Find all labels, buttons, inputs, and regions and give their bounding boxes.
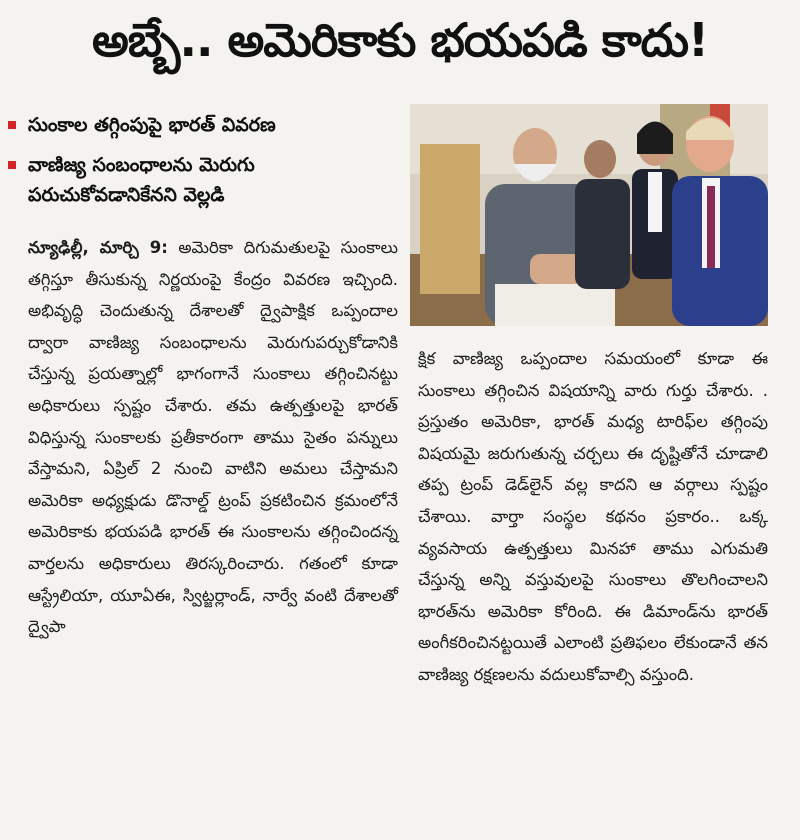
subhead-1	[28, 110, 398, 140]
dateline: న్యూఢిల్లీ, మార్చి 9:	[28, 238, 168, 257]
article-text-left: అమెరికా దిగుమతులపై సుంకాలు తగ్గిస్తూ తీసుకున్న నిర్ణయంపై కేంద్రం వివరణ ఇచ్చింది. అభివృద్ధి చెందుతున్న దేశాలతో ద్వైపాక్షిక ఒప్పందాల ద్వారా వాణిజ్య సంబంధాలను మెరుగుపర్చుకోడానికి చేస్తున్న ప్రయత్నాల్లో భాగంగానే సుంకాలు తగ్గించినట్టు అధికారులు స్పష్టం చేశారు. తమ ఉత్పత్తులపై భారత్ విధిస్తున్న సుంకాలకు ప్రతీకారంగా తాము సైతం పన్నులు వేస్తామని, ఏప్రిల్ 2 నుంచి వాటిని అమలు చేస్తామని అమెరికా అధ్యక్షుడు డొనాల్డ్ ట్రంప్ ప్రకటించిన క్రమంలోనే అమెరికాకు భయపడి భారత్ ఈ సుంకాలను తగ్గించిందన్న వార్తలను అధికారులు తిరస్కరించారు. గతంలో కూడా ఆస్ట్రేలియా, యూఏఈ, స్విట్జర్లాండ్, నార్వే వంటి దేశాలతో ద్వైపా	[28, 238, 398, 637]
article-text-right: క్షిక వాణిజ్య ఒప్పందాల సమయంలో కూడా ఈ సుంకాలు తగ్గించిన విషయాన్ని వారు గుర్తు చేశారు. . ప్రస్తుతం అమెరికా, భారత్ మధ్య టారిఫ్‌ల తగ్గింపు విషయమై జరుగుతున్న చర్చలు ఈ దృష్టితోనే చూడాలి తప్ప ట్రంప్ డెడ్‌లైన్ వల్ల కాదని ఆ వర్గాలు స్పష్టం చేశాయి. వార్తా సంస్థల కథనం ప్రకారం.. ఒక్క వ్యవసాయ ఉత్పత్తులు మినహా తాము ఎగుమతి చేస్తున్న అన్ని వస్తువులపై సుంకాలు తొలగించాలని భారత్‌ను అమెరికా కోరింది. ఈ డిమాండ్‌ను భారత్ అంగీకరించినట్టయితే ఎలాంటి ప్రతిఫలం లేకుండానే తన వాణిజ్య రక్షణలను వదులుకోవాల్సి వస్తుంది.	[418, 349, 768, 684]
subhead-2	[28, 150, 398, 210]
article-body-left	[28, 232, 398, 643]
news-photo	[410, 104, 768, 326]
subhead-2-text: వాణిజ్య సంబంధాలను మెరుగు పరుచుకోవడానికేనని వెల్లడి	[28, 154, 255, 206]
bullet-icon	[8, 161, 16, 169]
bullet-icon	[8, 121, 16, 129]
subhead-1-text: సుంకాల తగ్గింపుపై భారత్ వివరణ	[28, 114, 276, 136]
article-body-right	[418, 343, 768, 691]
headline: అబ్బే.. అమెరికాకు భయపడి కాదు!	[91, 13, 709, 67]
news-photo-illustration	[410, 104, 768, 326]
